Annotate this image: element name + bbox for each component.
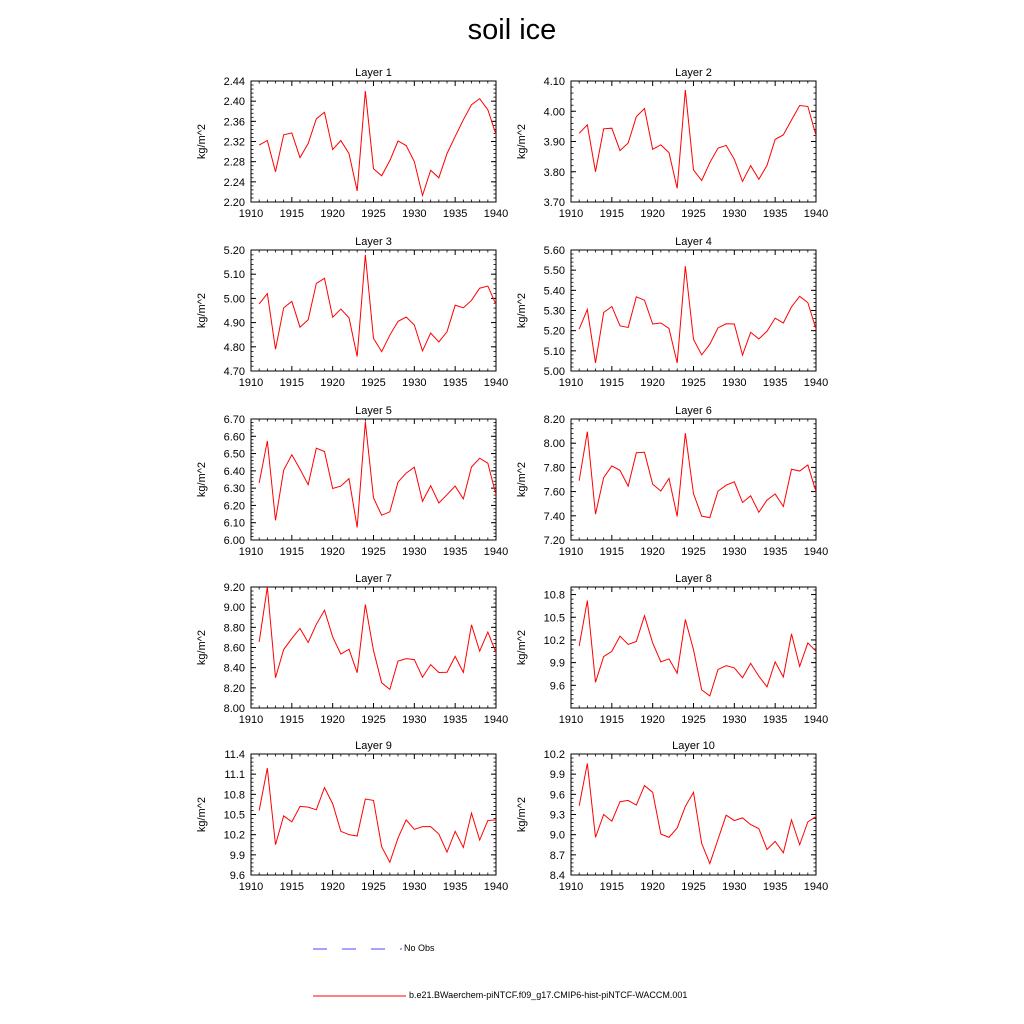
x-tick-label: 1910: [238, 546, 264, 558]
panel-title: Layer 2: [675, 67, 712, 79]
y-tick-label: 9.20: [223, 582, 245, 594]
x-tick-label: 1920: [640, 714, 665, 726]
y-tick-label: 9.00: [223, 602, 245, 615]
y-tick-label: 9.6: [549, 680, 565, 693]
y-tick-label: 2.20: [223, 197, 245, 209]
panel-layer-5: [196, 405, 508, 558]
y-tick-label: 4.70: [223, 366, 245, 378]
y-tick-label: 6.10: [223, 517, 245, 530]
x-tick-label: 1910: [238, 208, 264, 220]
legend-label-no-obs: No Obs: [404, 943, 435, 953]
x-tick-label: 1930: [722, 377, 747, 389]
x-tick-label: 1915: [279, 208, 305, 220]
y-tick-label: 5.40: [543, 285, 565, 298]
y-tick-label: 11.1: [224, 769, 245, 782]
x-tick-label: 1930: [402, 714, 427, 726]
panel-layer-7: [196, 573, 508, 726]
y-tick-label: 8.4: [549, 870, 565, 882]
x-tick-label: 1940: [483, 546, 509, 558]
x-tick-label: 1940: [483, 208, 509, 220]
panel-title: Layer 7: [355, 573, 392, 585]
x-tick-label: 1910: [238, 881, 264, 893]
panel-title: Layer 1: [355, 67, 392, 79]
y-tick-label: 8.20: [223, 682, 245, 695]
y-axis-label: kg/m^2: [196, 629, 208, 666]
x-tick-label: 1925: [681, 714, 706, 726]
x-tick-label: 1915: [279, 546, 305, 558]
x-tick-label: 1910: [558, 881, 584, 893]
y-axis-label: kg/m^2: [196, 123, 208, 160]
y-tick-label: 10.8: [543, 589, 565, 602]
x-tick-label: 1915: [279, 881, 305, 893]
y-tick-label: 8.60: [223, 642, 245, 655]
y-axis-label: kg/m^2: [196, 796, 208, 833]
x-tick-label: 1915: [279, 714, 305, 726]
panel-layer-1: [196, 67, 508, 220]
y-tick-label: 10.5: [223, 809, 245, 822]
y-tick-label: 8.20: [543, 414, 565, 426]
y-tick-label: 4.80: [223, 341, 245, 354]
y-tick-label: 8.00: [223, 703, 245, 715]
y-tick-label: 5.10: [543, 345, 565, 358]
panel-layer-8: [516, 573, 828, 726]
y-tick-label: 3.70: [543, 197, 565, 209]
y-tick-label: 7.20: [543, 535, 565, 547]
x-tick-label: 1930: [402, 208, 427, 220]
x-tick-label: 1925: [361, 377, 386, 389]
x-tick-label: 1920: [320, 714, 345, 726]
x-tick-label: 1940: [803, 377, 829, 389]
x-tick-label: 1930: [722, 881, 747, 893]
panel-title: Layer 10: [672, 740, 715, 752]
panel-title: Layer 8: [675, 573, 712, 585]
y-tick-label: 2.28: [223, 156, 245, 169]
x-tick-label: 1940: [803, 881, 829, 893]
y-tick-label: 3.80: [543, 166, 565, 179]
x-tick-label: 1920: [320, 546, 345, 558]
panel-title: Layer 4: [675, 236, 712, 248]
plot-frame: [571, 587, 816, 708]
y-tick-label: 3.90: [543, 136, 565, 149]
y-axis-label: kg/m^2: [516, 123, 528, 160]
y-tick-label: 5.60: [543, 245, 565, 257]
plot-frame: [571, 419, 816, 540]
y-tick-label: 4.00: [543, 106, 565, 119]
plot-frame: [251, 81, 496, 202]
y-axis-label: kg/m^2: [196, 461, 208, 498]
legend-label-model: b.e21.BWaerchem-piNTCF.f09_g17.CMIP6-hist-piNTCF-WACCM.001: [409, 990, 688, 1000]
series-line-layer-6: [579, 432, 816, 518]
series-line-layer-5: [259, 422, 496, 527]
y-tick-label: 6.20: [223, 500, 245, 513]
x-tick-label: 1940: [803, 546, 829, 558]
x-tick-label: 1910: [238, 377, 264, 389]
x-tick-label: 1920: [640, 546, 665, 558]
panel-title: Layer 3: [355, 236, 392, 248]
y-tick-label: 9.9: [229, 849, 245, 862]
y-tick-label: 5.10: [223, 269, 245, 282]
y-tick-label: 7.40: [543, 510, 565, 523]
panel-layer-4: [516, 236, 828, 389]
y-tick-label: 10.5: [543, 612, 565, 625]
plot-frame: [571, 754, 816, 875]
plot-frame: [571, 81, 816, 202]
y-tick-label: 2.44: [223, 76, 245, 88]
y-axis-label: kg/m^2: [516, 292, 528, 329]
x-tick-label: 1930: [402, 881, 427, 893]
y-tick-label: 5.50: [543, 265, 565, 278]
series-line-layer-9: [259, 768, 496, 862]
y-tick-label: 2.32: [223, 136, 245, 149]
y-tick-label: 6.70: [223, 414, 245, 426]
x-tick-label: 1915: [599, 546, 625, 558]
y-tick-label: 5.00: [543, 366, 565, 378]
y-tick-label: 2.36: [223, 116, 245, 129]
y-tick-label: 6.00: [223, 535, 245, 547]
x-tick-label: 1915: [599, 714, 625, 726]
series-line-layer-1: [259, 91, 496, 195]
y-axis-label: kg/m^2: [196, 292, 208, 329]
plot-frame: [251, 419, 496, 540]
series-line-layer-4: [579, 266, 816, 363]
x-tick-label: 1940: [483, 377, 509, 389]
x-tick-label: 1920: [320, 377, 345, 389]
x-tick-label: 1920: [640, 881, 665, 893]
x-tick-label: 1930: [722, 714, 747, 726]
x-tick-label: 1925: [681, 881, 706, 893]
panel-layer-9: [196, 740, 508, 893]
y-axis-label: kg/m^2: [516, 461, 528, 498]
x-tick-label: 1940: [803, 714, 829, 726]
x-tick-label: 1925: [681, 208, 706, 220]
panel-title: Layer 6: [675, 405, 712, 417]
y-tick-label: 8.00: [543, 438, 565, 451]
y-tick-label: 8.40: [223, 662, 245, 675]
plot-frame: [251, 754, 496, 875]
y-tick-label: 9.0: [549, 829, 565, 842]
y-tick-label: 9.6: [549, 789, 565, 802]
plot-frame: [571, 250, 816, 371]
x-tick-label: 1935: [442, 714, 468, 726]
x-tick-label: 1930: [402, 377, 427, 389]
x-tick-label: 1940: [483, 714, 509, 726]
x-tick-label: 1910: [558, 208, 584, 220]
y-axis-label: kg/m^2: [516, 629, 528, 666]
y-tick-label: 10.8: [223, 789, 245, 802]
y-tick-label: 2.40: [223, 96, 245, 109]
y-tick-label: 8.80: [223, 622, 245, 635]
series-line-layer-3: [259, 255, 496, 357]
y-tick-label: 10.2: [543, 749, 565, 761]
x-tick-label: 1930: [402, 546, 427, 558]
series-line-layer-10: [579, 763, 816, 863]
y-tick-label: 7.80: [543, 462, 565, 475]
x-tick-label: 1910: [238, 714, 264, 726]
series-line-layer-7: [259, 587, 496, 689]
y-tick-label: 9.3: [549, 809, 565, 822]
y-axis-label: kg/m^2: [516, 796, 528, 833]
y-tick-label: 10.2: [223, 829, 245, 842]
y-tick-label: 5.00: [223, 293, 245, 306]
x-tick-label: 1935: [762, 377, 788, 389]
x-tick-label: 1935: [442, 881, 468, 893]
x-tick-label: 1930: [722, 546, 747, 558]
panel-title: Layer 5: [355, 405, 392, 417]
panel-title: Layer 9: [355, 740, 392, 752]
panel-layer-6: [516, 405, 828, 558]
y-tick-label: 4.90: [223, 317, 245, 330]
y-tick-label: 5.20: [223, 245, 245, 257]
x-tick-label: 1915: [599, 208, 625, 220]
y-tick-label: 6.60: [223, 431, 245, 444]
x-tick-label: 1935: [762, 714, 788, 726]
x-tick-label: 1935: [762, 208, 788, 220]
x-tick-label: 1915: [599, 881, 625, 893]
x-tick-label: 1915: [279, 377, 305, 389]
y-tick-label: 8.7: [549, 849, 565, 862]
y-tick-label: 10.2: [543, 634, 565, 647]
plot-frame: [251, 250, 496, 371]
x-tick-label: 1910: [558, 377, 584, 389]
x-tick-label: 1920: [320, 208, 345, 220]
y-tick-label: 6.50: [223, 448, 245, 461]
x-tick-label: 1925: [681, 546, 706, 558]
x-tick-label: 1920: [640, 377, 665, 389]
series-line-layer-8: [579, 601, 816, 696]
panel-layer-10: [516, 740, 828, 893]
x-tick-label: 1935: [442, 377, 468, 389]
main-title: soil ice: [467, 14, 557, 46]
x-tick-label: 1935: [442, 208, 468, 220]
x-tick-label: 1925: [681, 377, 706, 389]
y-tick-label: 7.60: [543, 486, 565, 499]
y-tick-label: 4.10: [543, 76, 565, 88]
x-tick-label: 1940: [803, 208, 829, 220]
panel-layer-2: [516, 67, 828, 220]
x-tick-label: 1925: [361, 546, 386, 558]
y-tick-label: 9.6: [229, 870, 245, 882]
panel-layer-3: [196, 236, 508, 389]
y-tick-label: 6.30: [223, 483, 245, 496]
y-tick-label: 9.9: [549, 769, 565, 782]
y-tick-label: 6.40: [223, 465, 245, 478]
y-tick-label: 5.30: [543, 305, 565, 318]
x-tick-label: 1940: [483, 881, 509, 893]
x-tick-label: 1925: [361, 714, 386, 726]
x-tick-label: 1935: [762, 881, 788, 893]
y-tick-label: 11.4: [224, 749, 245, 761]
x-tick-label: 1920: [640, 208, 665, 220]
x-tick-label: 1925: [361, 881, 386, 893]
x-tick-label: 1910: [558, 714, 584, 726]
y-tick-label: 9.9: [549, 657, 565, 670]
series-line-layer-2: [579, 90, 816, 188]
x-tick-label: 1935: [442, 546, 468, 558]
x-tick-label: 1925: [361, 208, 386, 220]
x-tick-label: 1915: [599, 377, 625, 389]
y-tick-label: 2.24: [223, 176, 245, 189]
plot-frame: [251, 587, 496, 708]
x-tick-label: 1920: [320, 881, 345, 893]
x-tick-label: 1930: [722, 208, 747, 220]
x-tick-label: 1935: [762, 546, 788, 558]
x-tick-label: 1910: [558, 546, 584, 558]
y-tick-label: 5.20: [543, 325, 565, 338]
